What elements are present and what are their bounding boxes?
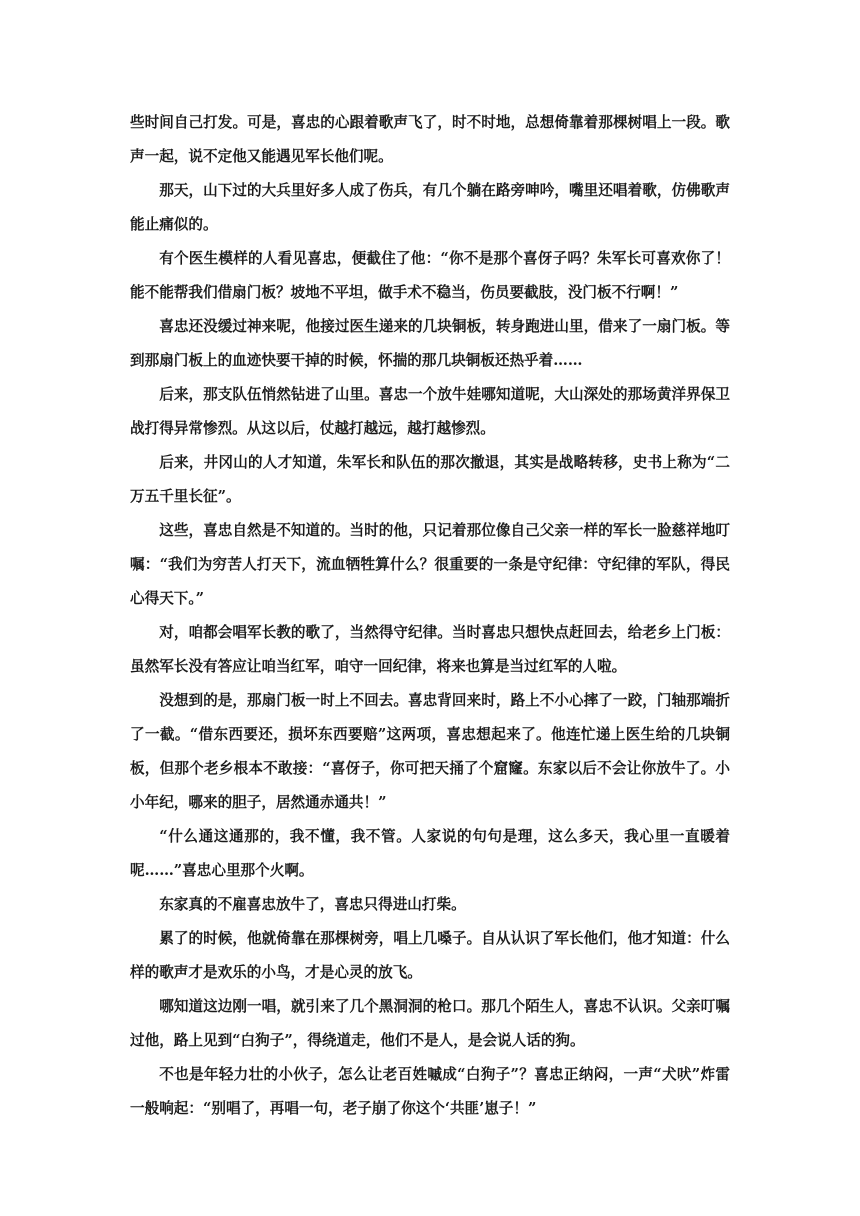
paragraph: 后来，井冈山的人才知道，朱军长和队伍的那次撤退，其实是战略转移，史书上称为“二万五千里长征”。 (130, 454, 730, 505)
paragraph: 东家真的不雇喜忠放牛了，喜忠只得进山打柴。 (159, 896, 466, 913)
document-body (130, 106, 730, 1126)
paragraph: 没想到的是，那扇门板一时上不回去。喜忠背回来时，路上不小心摔了一跤，门轴那端折了一截。“借东西要还，损坏东西要赔”这两项，喜忠想起来了。他连忙递上医生给的几块铜板，但那个老乡根本不敢接：“喜伢子，你可把天捅了个窟窿。东家以后不会让你放牛了。小小年纪，哪来的胆子，居然通赤通共！” (130, 692, 730, 811)
paragraph: 有个医生模样的人看见喜忠，便截住了他：“你不是那个喜伢子吗？朱军长可喜欢你了！能不能帮我们借扇门板？坡地不平坦，做手术不稳当，伤员要截肢，没门板不行啊！” (130, 250, 730, 301)
paragraph: 累了的时候，他就倚靠在那棵树旁，唱上几嗓子。自从认识了军长他们，他才知道：什么样的歌声才是欢乐的小鸟，才是心灵的放飞。 (130, 930, 730, 981)
paragraph: 后来，那支队伍悄然钻进了山里。喜忠一个放牛娃哪知道呢，大山深处的那场黄洋界保卫战打得异常惨烈。从这以后，仗越打越远，越打越惨烈。 (130, 386, 730, 437)
paragraph: 喜忠还没缓过神来呢，他接过医生递来的几块铜板，转身跑进山里，借来了一扇门板。等到那扇门板上的血迹快要干掉的时候，怀揣的那几块铜板还热乎着…… (130, 318, 730, 369)
paragraph: 那天，山下过的大兵里好多人成了伤兵，有几个躺在路旁呻吟，嘴里还唱着歌，仿佛歌声能止痛似的。 (130, 182, 730, 233)
paragraph: 哪知道这边刚一唱，就引来了几个黑洞洞的枪口。那几个陌生人，喜忠不认识。父亲叮嘱过他，路上见到“白狗子”，得绕道走，他们不是人，是会说人话的狗。 (130, 998, 730, 1049)
paragraph: 不也是年轻力壮的小伙子，怎么让老百姓嘁成“白狗子”？喜忠正纳闷，一声“犬吠”炸雷一般响起：“别唱了，再唱一句，老子崩了你这个‘共匪’崽子！” (130, 1066, 730, 1117)
paragraph: “什么通这通那的，我不懂，我不管。人家说的句句是理，这么多天，我心里一直暖着呢……”喜忠心里那个火啊。 (130, 828, 730, 879)
paragraph-continued: 些时间自己打发。可是，喜忠的心跟着歌声飞了，时不时地，总想倚靠着那棵树唱上一段。歌声一起，说不定他又能遇见军长他们呢。 (130, 114, 730, 165)
paragraph: 对，咱都会唱军长教的歌了，当然得守纪律。当时喜忠只想快点赶回去，给老乡上门板：虽然军长没有答应让咱当红军，咱守一回纪律，将来也算是当过红军的人啦。 (130, 624, 730, 675)
paragraph: 这些，喜忠自然是不知道的。当时的他，只记着那位像自己父亲一样的军长一脸慈祥地叮嘱：“我们为穷苦人打天下，流血牺牲算什么？很重要的一条是守纪律：守纪律的军队，得民心得天下。” (130, 522, 730, 607)
